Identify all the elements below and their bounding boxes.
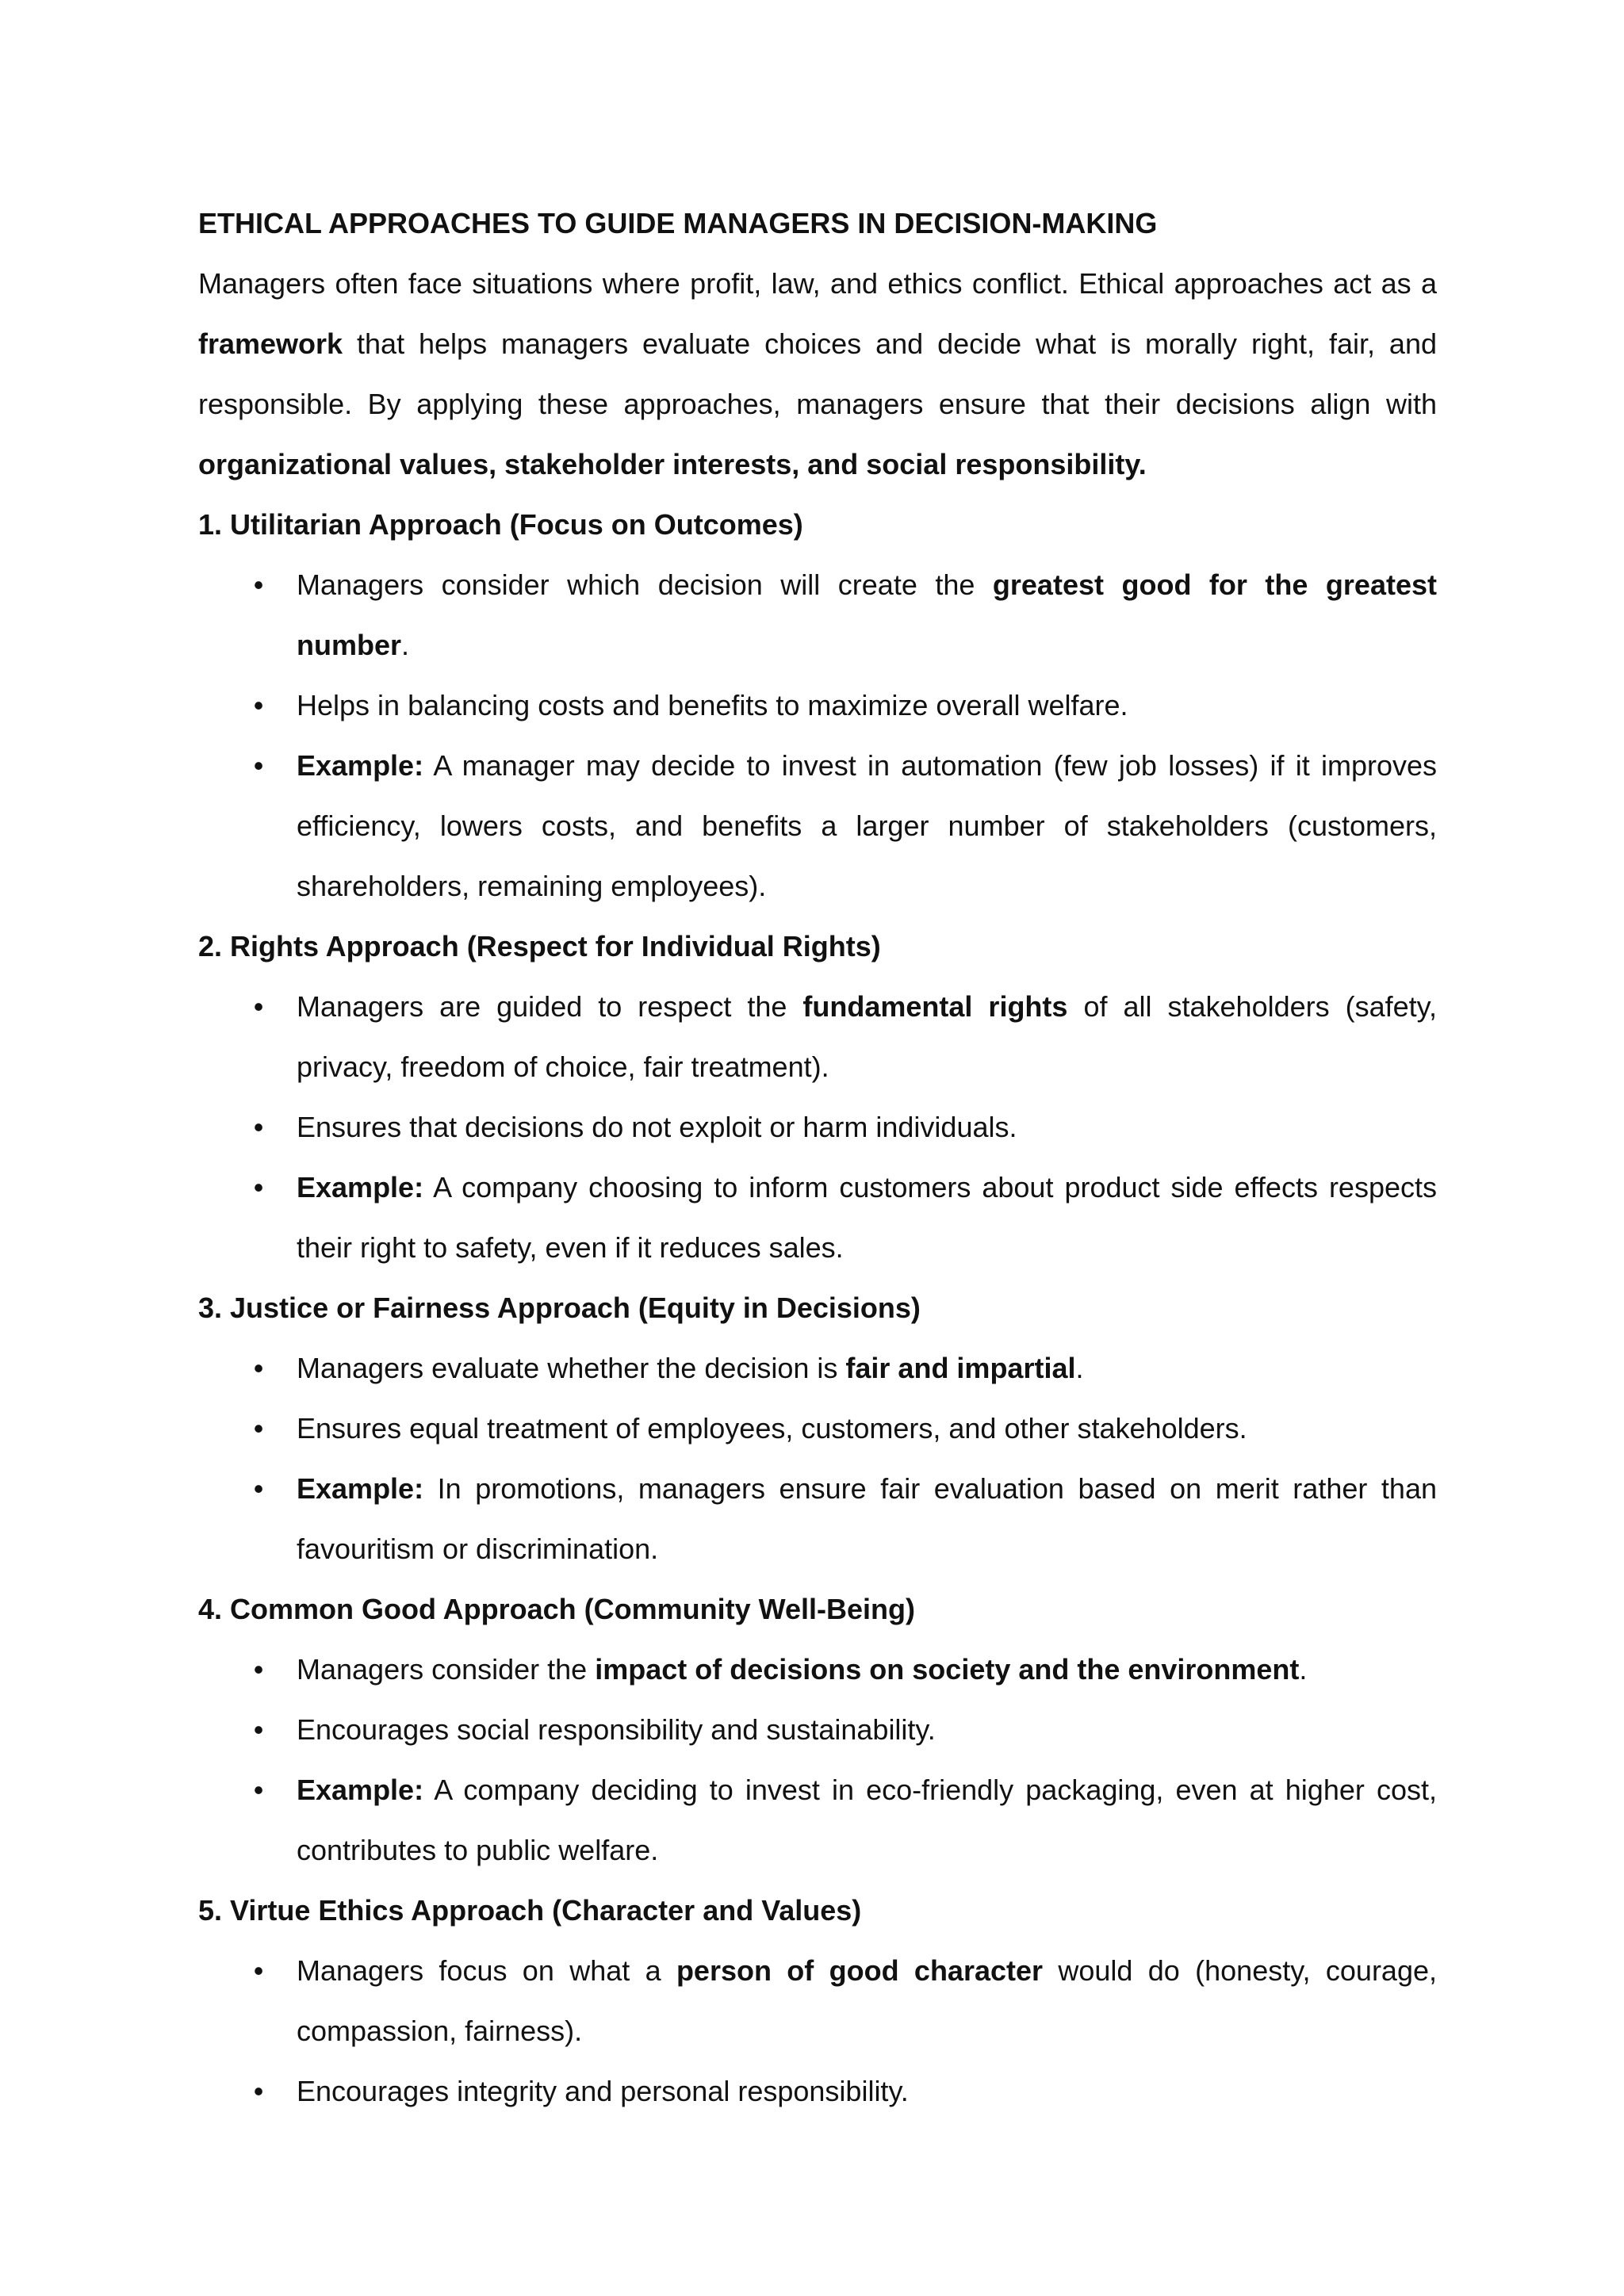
section-common-good [198,1579,1437,1881]
bullet-text: A company choosing to inform customers about product side effects respects their right to safety, even if it reduces sales. [297,1171,1437,1264]
list-item [198,1700,1437,1760]
bullet-bold-text: impact of decisions on society and the environment [595,1653,1300,1686]
bullet-icon: • [253,1412,264,1445]
list-item [198,1097,1437,1158]
intro-bold-text: organizational values, stakeholder interests, and social responsibility. [198,448,1147,480]
bullet-list [198,1640,1437,1881]
bullet-text: Managers are guided to respect the [297,990,803,1023]
list-item [198,555,1437,675]
intro-text: Managers often face situations where profit, law, and ethics conflict. Ethical approaches act as a [198,267,1437,300]
bullet-text: Managers evaluate whether the decision is [297,1352,846,1384]
bullet-bold-text: Example: [297,1774,424,1806]
bullet-text: would do (honesty, courage, compassion, fairness). [297,1954,1437,2047]
page-title: ETHICAL APPROACHES TO GUIDE MANAGERS IN DECISION-MAKING [198,207,1158,239]
section-virtue-ethics [198,1881,1437,2122]
bullet-icon: • [253,1111,264,1143]
bullet-text: . [1075,1352,1084,1384]
bullet-list [198,977,1437,1278]
bullet-icon: • [253,1774,264,1806]
bullet-text: Encourages integrity and personal responsibility. [297,2075,909,2107]
bullet-icon: • [253,1713,264,1746]
bullet-icon: • [253,990,264,1023]
bullet-icon: • [253,1954,264,1987]
list-item [198,1640,1437,1700]
bullet-icon: • [253,2075,264,2107]
section-heading: 3. Justice or Fairness Approach (Equity in Decisions) [198,1292,921,1324]
list-item [198,1399,1437,1459]
list-item [198,675,1437,736]
section-heading: 2. Rights Approach (Respect for Individual Rights) [198,930,881,962]
list-item [198,977,1437,1097]
list-item [198,1338,1437,1399]
bullet-icon: • [253,1472,264,1505]
bullet-text: Ensures equal treatment of employees, customers, and other stakeholders. [297,1412,1247,1445]
section-heading: 4. Common Good Approach (Community Well-Being) [198,1593,915,1625]
list-item [198,2061,1437,2122]
bullet-text: . [401,629,410,661]
bullet-text: Helps in balancing costs and benefits to maximize overall welfare. [297,689,1128,721]
bullet-text: Encourages social responsibility and sustainability. [297,1713,936,1746]
bullet-text: Managers focus on what a [297,1954,676,1987]
list-item [198,736,1437,916]
bullet-text: A company deciding to invest in eco-friendly packaging, even at higher cost, contributes to public welfare. [297,1774,1437,1866]
bullet-icon: • [253,1352,264,1384]
bullet-bold-text: Example: [297,1472,424,1505]
bullet-icon: • [253,689,264,721]
bullet-list [198,1941,1437,2122]
list-item [198,1459,1437,1579]
bullet-list [198,1338,1437,1579]
bullet-list [198,555,1437,916]
intro-paragraph [198,254,1437,495]
bullet-bold-text: Example: [297,1171,424,1203]
document-body [198,193,1437,2122]
bullet-text: Ensures that decisions do not exploit or harm individuals. [297,1111,1017,1143]
list-item [198,1941,1437,2061]
intro-bold-text: framework [198,327,343,360]
section-heading: 5. Virtue Ethics Approach (Character and Values) [198,1894,862,1927]
section-rights [198,916,1437,1278]
bullet-icon: • [253,1653,264,1686]
bullet-text: A manager may decide to invest in automation (few job losses) if it improves efficiency, lowers costs, and benefits a larger number of stakeholders (customers, shareholders, remaining employees). [297,749,1437,902]
bullet-icon: • [253,749,264,782]
bullet-bold-text: fundamental rights [802,990,1068,1023]
section-heading: 1. Utilitarian Approach (Focus on Outcomes) [198,508,803,541]
intro-text: that helps managers evaluate choices and decide what is morally right, fair, and responsible. By applying these approaches, managers ensure that their decisions align with [198,327,1437,420]
section-justice [198,1278,1437,1579]
bullet-text: In promotions, managers ensure fair evaluation based on merit rather than favouritism or discrimination. [297,1472,1437,1565]
bullet-icon: • [253,1171,264,1203]
bullet-bold-text: fair and impartial [845,1352,1076,1384]
bullet-icon: • [253,568,264,601]
list-item [198,1158,1437,1278]
list-item [198,1760,1437,1881]
bullet-bold-text: greatest good for the greatest number [297,568,1437,661]
bullet-text: Managers consider which decision will create the [297,568,993,601]
bullet-text: of all stakeholders (safety, privacy, freedom of choice, fair treatment). [297,990,1437,1083]
bullet-text: . [1299,1653,1308,1686]
bullet-bold-text: person of good character [676,1954,1044,1987]
bullet-bold-text: Example: [297,749,424,782]
section-utilitarian [198,495,1437,916]
bullet-text: Managers consider the [297,1653,596,1686]
